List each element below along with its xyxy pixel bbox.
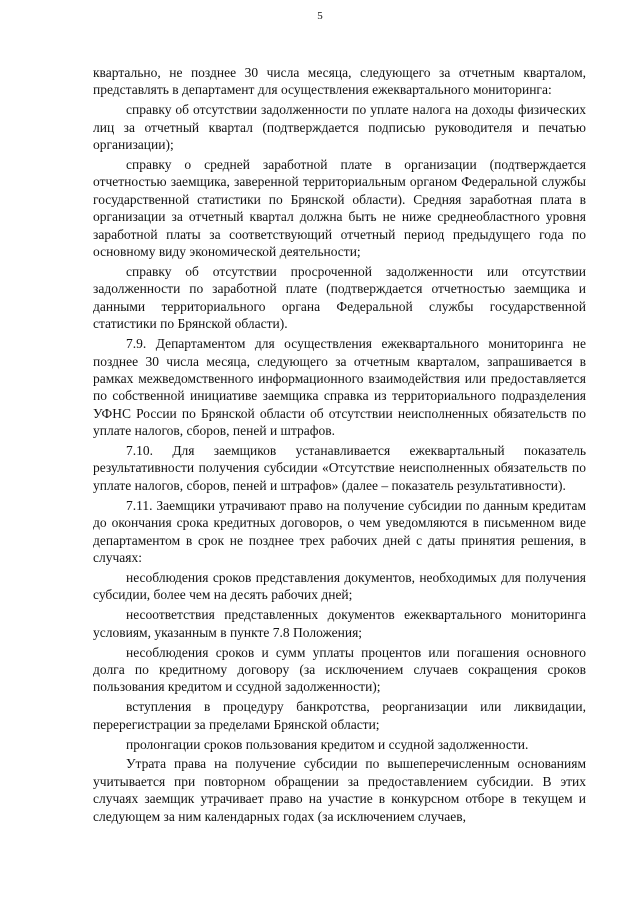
- paragraph-no-arrears: справку об отсутствии просроченной задолженности или отсутствии задолженности по заработной плате (подтверждается отчетностью заемщика и данными территориального органа Федеральной службы государственной статистики по Брянской области).: [93, 263, 586, 332]
- paragraph-case-prolongation: пролонгации сроков пользования кредитом и ссудной задолженности.: [126, 736, 529, 752]
- paragraph-loss-of-right: Утрата права на получение субсидии по вышеперечисленным основаниям учитывается при повторном обращении за предоставлением субсидии. В этих случаях заемщик утрачивает право на участие в конкурсном отборе в текущем и следующем за ним календарных годах (за исключением случаев,: [93, 756, 586, 824]
- paragraph-7-10: 7.10. Для заемщиков устанавливается ежеквартальный показатель результативности получения субсидии «Отсутствие неисполненных обязательств по уплате налогов, сборов, пеней и штрафов» (далее – показатель результативности).: [93, 443, 586, 493]
- paragraph-case-mismatch: несоответствия представленных документов ежеквартального мониторинга условиям, указанным в пункте 7.8 Положения;: [93, 607, 586, 640]
- paragraph-average-salary: справку о средней заработной плате в организации (подтверждается отчетностью заемщика, заверенной территориальным органом Федеральной службы государственной статистики по Брянской области). Средняя заработная плата в организации за отчетный квартал должна быть не ниже среднеобластного уровня заработной платы за соответствующий отчетный период предыдущего года по основному виду экономической деятельности;: [93, 157, 586, 260]
- paragraph-case-bankruptcy: вступления в процедуру банкротства, реорганизации или ликвидации, перерегистрации за пределами Брянской области;: [93, 699, 586, 732]
- paragraph-continuation: квартально, не позднее 30 числа месяца, следующего за отчетным кварталом, представлять в департамент для осуществления ежеквартального мониторинга:: [93, 65, 586, 98]
- paragraph-ndfl-certificate: справку об отсутствии задолженности по уплате налога на доходы физических лиц за отчетный квартал (подтверждается подписью руководителя и печатью организации);: [93, 102, 586, 153]
- paragraph-case-payments: несоблюдения сроков и сумм уплаты процентов или погашения основного долга по кредитному договору (за исключением случаев сокращения сроков пользования кредитом и ссудной задолженности);: [93, 644, 586, 695]
- paragraph-7-11: 7.11. Заемщики утрачивают право на получение субсидии по данным кредитам до окончания срока кредитных договоров, о чем уведомляются в письменном виде департаментом в срок не позднее трех рабочих дней с даты принятия решения, в случаях:: [93, 497, 586, 565]
- document-body: [93, 64, 586, 828]
- page-number: 5: [317, 10, 323, 22]
- paragraph-7-9: 7.9. Департаментом для осуществления ежеквартального мониторинга не позднее 30 числа месяца, следующего за отчетным кварталом, запрашивается в рамках межведомственного информационного взаимодействия или предоставляется по собственной инициативе заемщика справка из территориального подразделения УФНС России по Брянской области об отсутствии неисполненных обязательств по уплате налогов, сборов, пеней и штрафов.: [93, 336, 586, 439]
- paragraph-case-deadlines: несоблюдения сроков представления документов, необходимых для получения субсидии, более чем на десять рабочих дней;: [93, 569, 586, 603]
